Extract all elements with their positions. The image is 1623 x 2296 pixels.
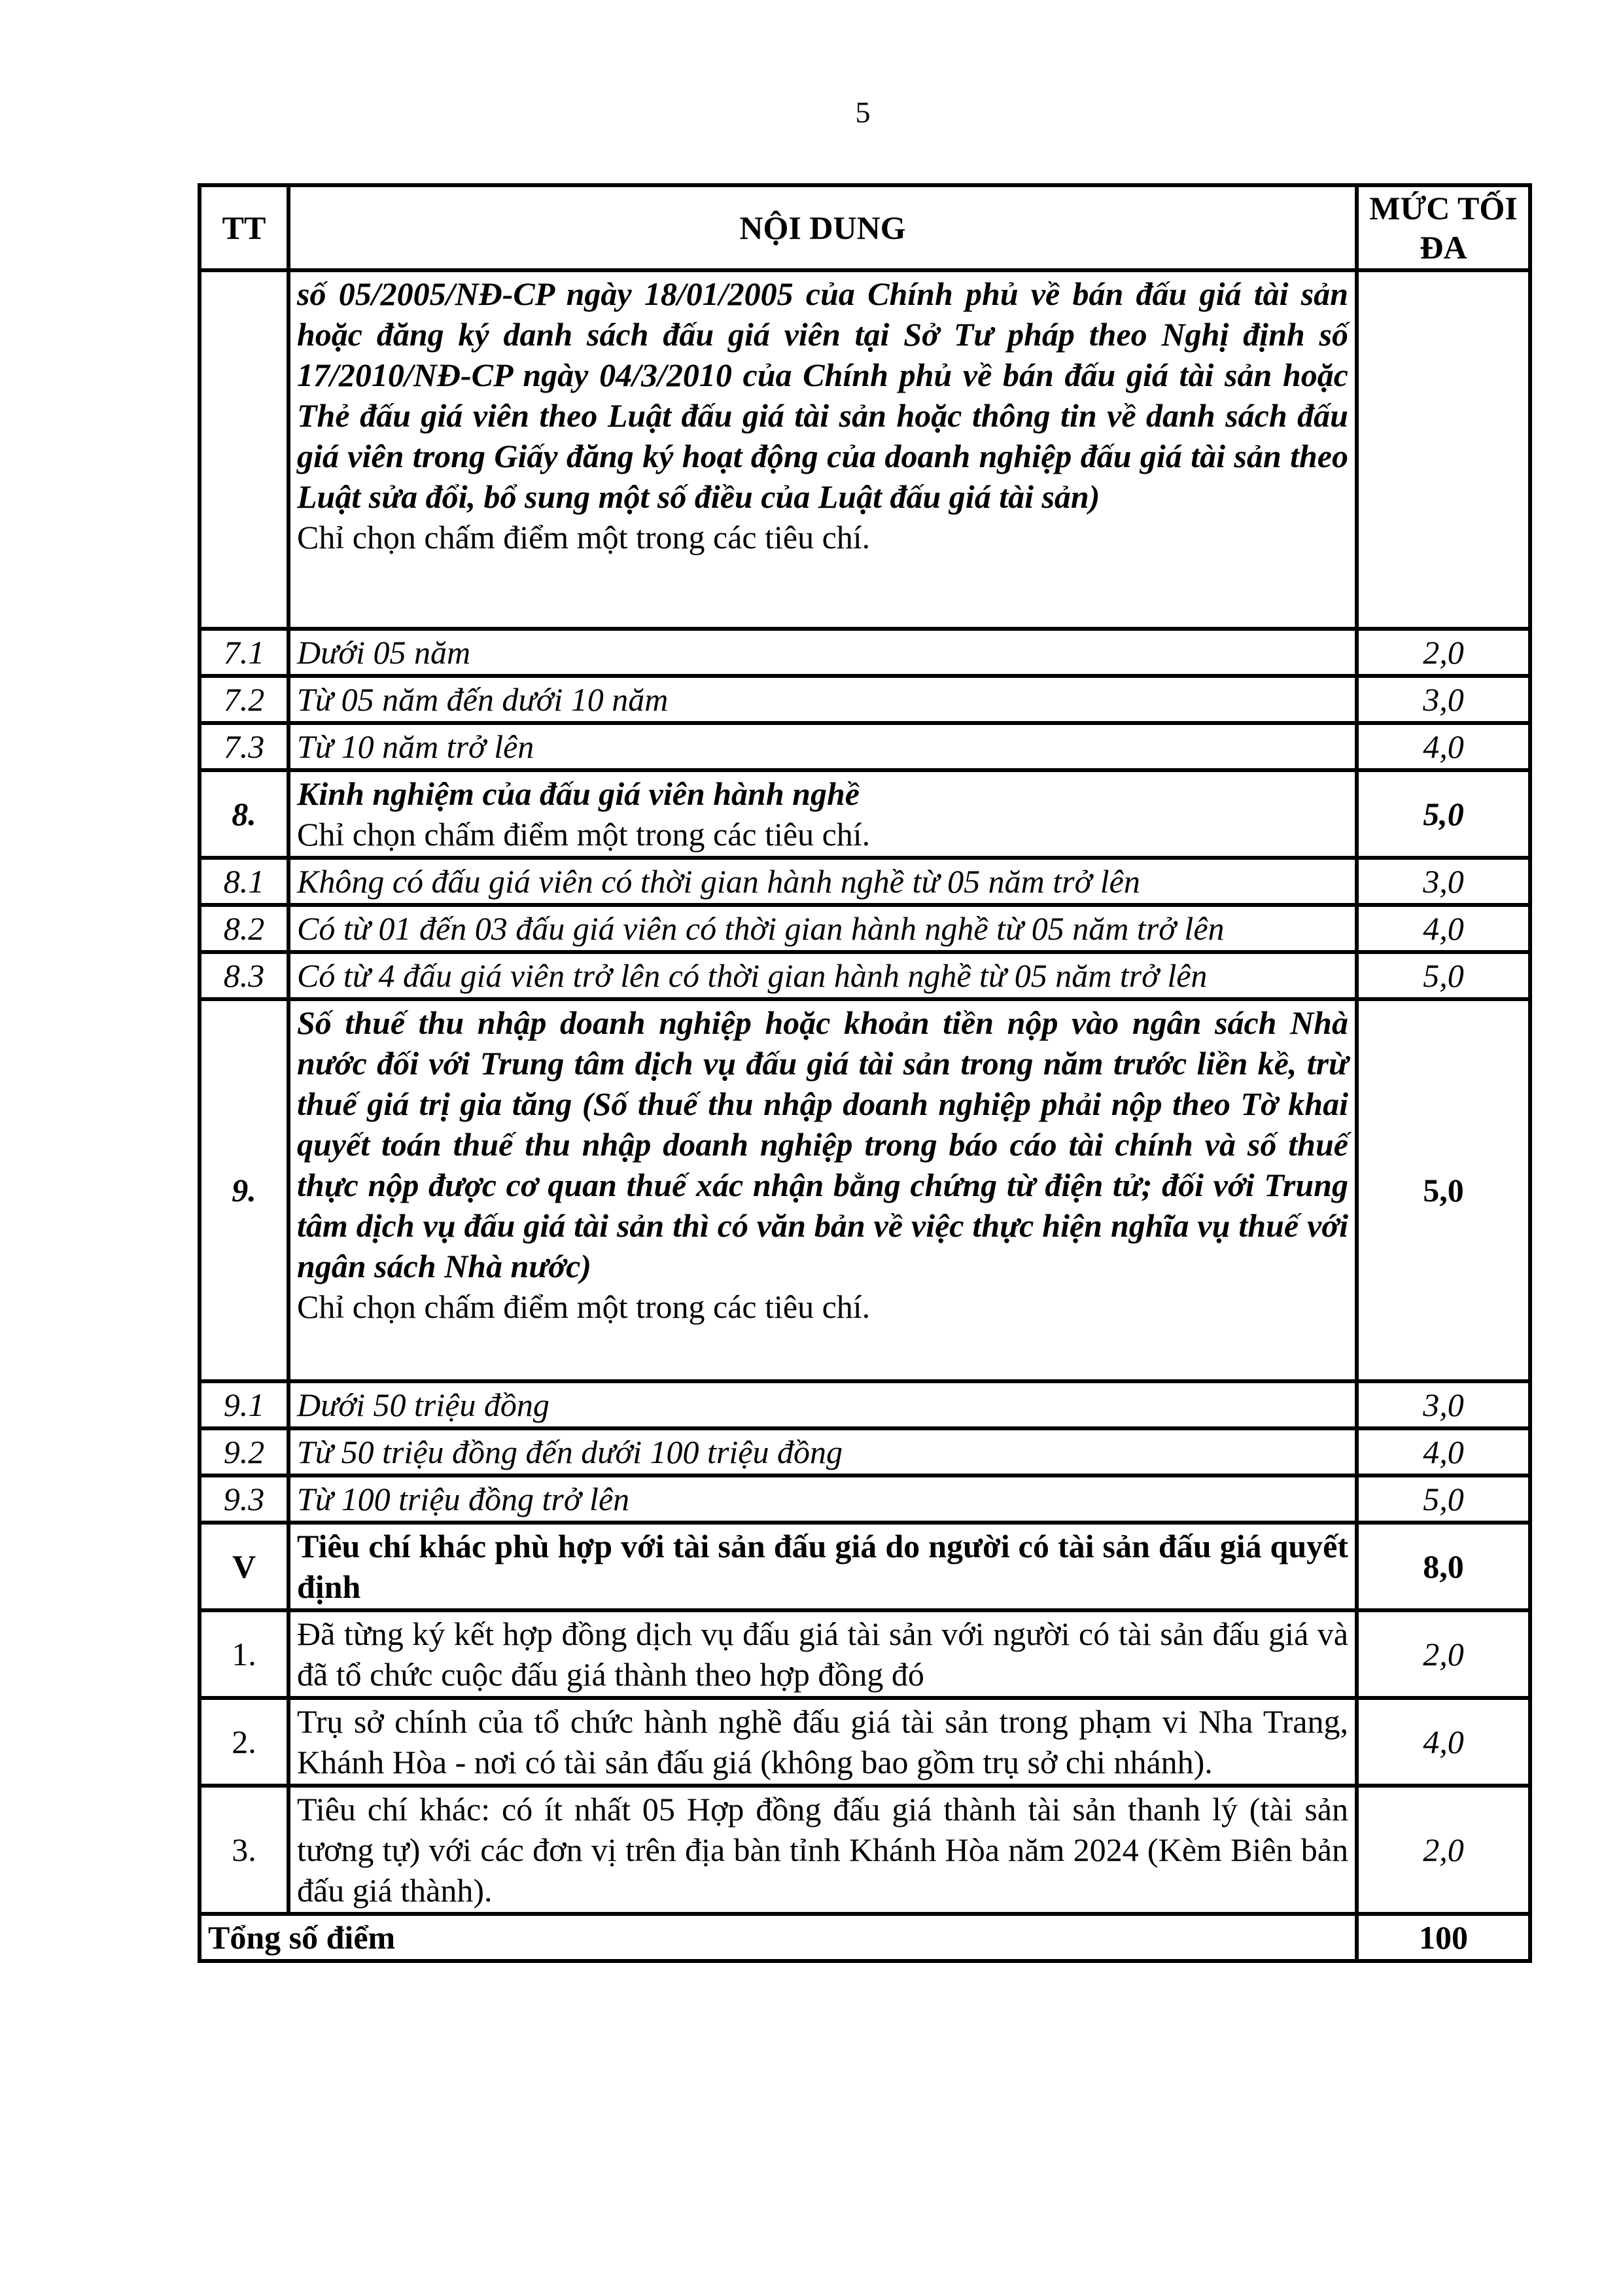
row-content-cell xyxy=(288,723,1357,770)
table-row-8-1 xyxy=(200,858,1530,905)
row-content-cell xyxy=(288,1610,1357,1698)
row-content-cell xyxy=(288,1786,1357,1914)
table-row-8-2 xyxy=(200,905,1530,952)
row-number-cell: 9.3 xyxy=(200,1475,288,1523)
content-paragraph: Tiêu chí khác: có ít nhất 05 Hợp đồng đấu giá thành tài sản thanh lý (tài sản tương tự) với các đơn vị trên địa bàn tỉnh Khánh Hòa năm 2024 (Kèm Biên bản đấu giá thành). xyxy=(297,1791,1348,1909)
row-number-cell: 9. xyxy=(200,999,288,1381)
header-cell-max-score: MỨC TỐI ĐA xyxy=(1357,185,1530,270)
content-paragraph: Từ 10 năm trở lên xyxy=(297,728,534,765)
row-content-cell xyxy=(288,858,1357,905)
row-number-cell: 7.1 xyxy=(200,629,288,676)
row-number-cell: V xyxy=(200,1523,288,1610)
content-paragraph: số 05/2005/NĐ-CP ngày 18/01/2005 của Chính phủ về bán đấu giá tài sản hoặc đăng ký danh sách đấu giá viên tại Sở Tư pháp theo Nghị định số 17/2010/NĐ-CP ngày 04/3/2010 của Chính phủ về bán đấu giá tài sản hoặc Thẻ đấu giá viên theo Luật đấu giá tài sản hoặc thông tin về danh sách đấu giá viên trong Giấy đăng ký hoạt động của doanh nghiệp đấu giá tài sản theo Luật sửa đổi, bổ sung một số điều của Luật đấu giá tài sản) xyxy=(297,275,1348,515)
row-number-cell: 9.1 xyxy=(200,1381,288,1428)
row-number-cell: 8.2 xyxy=(200,905,288,952)
row-content-cell xyxy=(288,1381,1357,1428)
header-cell-content: NỘI DUNG xyxy=(288,185,1357,270)
content-paragraph: Dưới 05 năm xyxy=(297,634,471,671)
total-score-cell: 100 xyxy=(1357,1914,1530,1961)
content-paragraph: Tiêu chí khác phù hợp với tài sản đấu giá do người có tài sản đấu giá quyết định xyxy=(297,1528,1348,1605)
row-score-cell: 5,0 xyxy=(1357,999,1530,1381)
table-row-3 xyxy=(200,1786,1530,1914)
row-score-cell: 3,0 xyxy=(1357,1381,1530,1428)
content-paragraph: Đã từng ký kết hợp đồng dịch vụ đấu giá tài sản với người có tài sản đấu giá và đã tổ chức cuộc đấu giá thành theo hợp đồng đó xyxy=(297,1616,1348,1693)
row-score-cell: 5,0 xyxy=(1357,770,1530,858)
row-content-cell xyxy=(288,999,1357,1381)
row-content-cell xyxy=(288,1428,1357,1475)
table-row-9-1 xyxy=(200,1381,1530,1428)
row-score-cell xyxy=(1357,270,1530,629)
table-row-9-2 xyxy=(200,1428,1530,1475)
row-score-cell: 4,0 xyxy=(1357,723,1530,770)
content-paragraph: Chỉ chọn chấm điểm một trong các tiêu chí. xyxy=(297,519,871,556)
content-paragraph: Trụ sở chính của tổ chức hành nghề đấu giá tài sản trong phạm vi Nha Trang, Khánh Hòa - nơi có tài sản đấu giá (không bao gồm trụ sở chi nhánh). xyxy=(297,1703,1348,1780)
content-paragraph: Không có đấu giá viên có thời gian hành nghề từ 05 năm trở lên xyxy=(297,863,1140,900)
table-row-1 xyxy=(200,1610,1530,1698)
row-score-cell: 2,0 xyxy=(1357,629,1530,676)
row-content-cell xyxy=(288,1475,1357,1523)
row-number-cell: 9.2 xyxy=(200,1428,288,1475)
content-paragraph: Số thuế thu nhập doanh nghiệp hoặc khoản tiền nộp vào ngân sách Nhà nước đối với Trung tâm dịch vụ đấu giá tài sản trong năm trước liền kề, trừ thuế giá trị gia tăng (Số thuế thu nhập doanh nghiệp phải nộp theo Tờ khai quyết toán thuế thu nhập doanh nghiệp trong báo cáo tài chính và số thuế thực nộp được cơ quan thuế xác nhận bằng chứng từ điện tử; đối với Trung tâm dịch vụ đấu giá tài sản thì có văn bản về việc thực hiện nghĩa vụ thuế với ngân sách Nhà nước) xyxy=(297,1004,1348,1284)
content-paragraph: Có từ 4 đấu giá viên trở lên có thời gian hành nghề từ 05 năm trở lên xyxy=(297,957,1208,994)
row-content-cell xyxy=(288,1523,1357,1610)
row-content-cell xyxy=(288,905,1357,952)
row-number-cell xyxy=(200,270,288,629)
row-number-cell: 7.3 xyxy=(200,723,288,770)
table-row-9 xyxy=(200,999,1530,1381)
row-score-cell: 4,0 xyxy=(1357,1698,1530,1786)
row-content-cell xyxy=(288,770,1357,858)
row-score-cell: 8,0 xyxy=(1357,1523,1530,1610)
content-paragraph: Từ 50 triệu đồng đến dưới 100 triệu đồng xyxy=(297,1434,843,1470)
content-paragraph: Có từ 01 đến 03 đấu giá viên có thời gian hành nghề từ 05 năm trở lên xyxy=(297,910,1225,947)
row-number-cell: 2. xyxy=(200,1698,288,1786)
row-score-cell: 4,0 xyxy=(1357,1428,1530,1475)
row-number-cell: 7.2 xyxy=(200,676,288,723)
content-paragraph: Kinh nghiệm của đấu giá viên hành nghề xyxy=(297,775,860,812)
row-number-cell: 8. xyxy=(200,770,288,858)
table-row-7-1 xyxy=(200,629,1530,676)
row-score-cell: 3,0 xyxy=(1357,858,1530,905)
row-score-cell: 2,0 xyxy=(1357,1786,1530,1914)
row-content-cell xyxy=(288,270,1357,629)
table-row-7-3 xyxy=(200,723,1530,770)
table-row-2 xyxy=(200,1698,1530,1786)
row-score-cell: 2,0 xyxy=(1357,1610,1530,1698)
content-paragraph: Từ 100 triệu đồng trở lên xyxy=(297,1481,630,1517)
total-label-cell: Tổng số điểm xyxy=(200,1914,1357,1961)
row-content-cell xyxy=(288,952,1357,999)
table-row-7-cont xyxy=(200,270,1530,629)
table-row-8-3 xyxy=(200,952,1530,999)
row-score-cell: 3,0 xyxy=(1357,676,1530,723)
row-number-cell: 8.3 xyxy=(200,952,288,999)
table-row-9-3 xyxy=(200,1475,1530,1523)
content-paragraph: Dưới 50 triệu đồng xyxy=(297,1386,550,1423)
page-number: 5 xyxy=(855,96,871,129)
table-header-row xyxy=(200,185,1530,270)
row-score-cell: 5,0 xyxy=(1357,1475,1530,1523)
row-number-cell: 8.1 xyxy=(200,858,288,905)
table-row-total xyxy=(200,1914,1530,1961)
table-row-7-2 xyxy=(200,676,1530,723)
row-number-cell: 3. xyxy=(200,1786,288,1914)
table-row-8 xyxy=(200,770,1530,858)
row-content-cell xyxy=(288,676,1357,723)
row-number-cell: 1. xyxy=(200,1610,288,1698)
table-row-V xyxy=(200,1523,1530,1610)
content-paragraph: Chỉ chọn chấm điểm một trong các tiêu chí. xyxy=(297,1288,871,1325)
table-body xyxy=(200,270,1530,1961)
row-content-cell xyxy=(288,629,1357,676)
row-content-cell xyxy=(288,1698,1357,1786)
row-score-cell: 5,0 xyxy=(1357,952,1530,999)
header-cell-tt: TT xyxy=(200,185,288,270)
content-paragraph: Chỉ chọn chấm điểm một trong các tiêu chí. xyxy=(297,816,871,853)
scoring-criteria-table xyxy=(198,183,1532,1963)
row-score-cell: 4,0 xyxy=(1357,905,1530,952)
content-paragraph: Từ 05 năm đến dưới 10 năm xyxy=(297,681,669,718)
